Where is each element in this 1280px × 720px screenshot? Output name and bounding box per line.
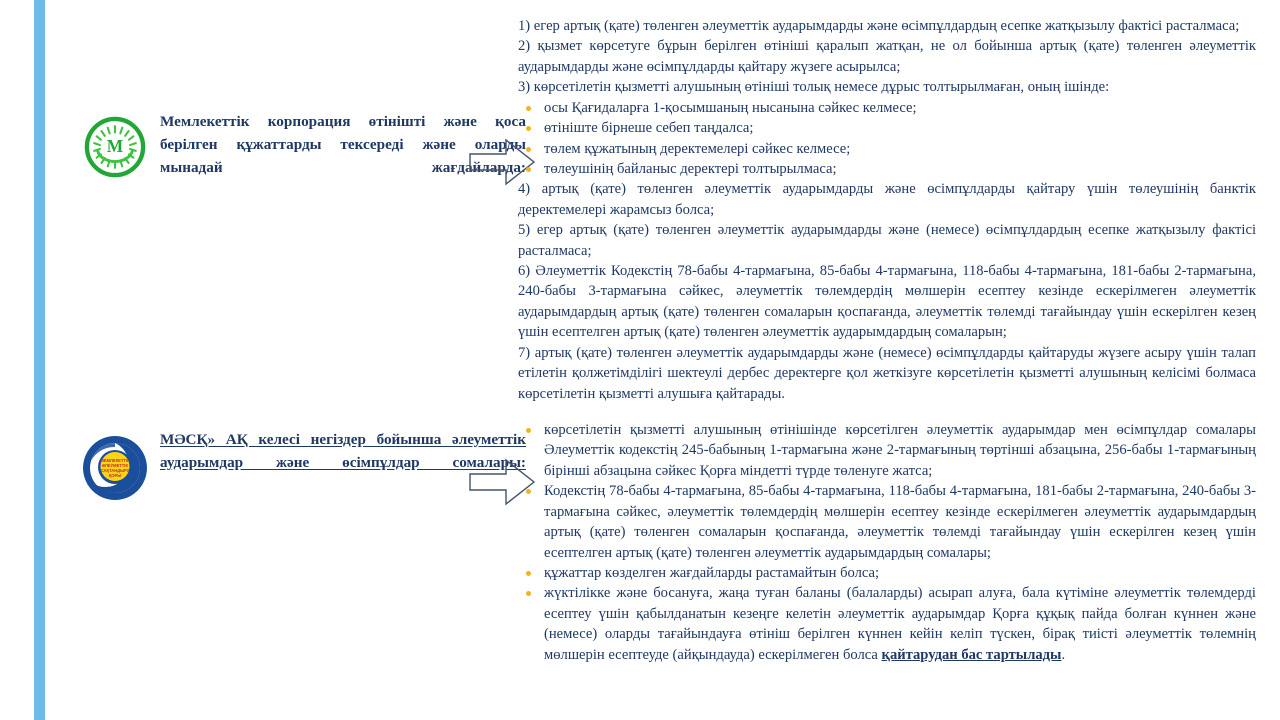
list-item-text-after: .: [1061, 646, 1066, 663]
list-item: осы Қағидаларға 1-қосымшаның нысанына сәйкес келмесе;: [518, 98, 1256, 118]
list-item-text-before: жүктілікке және босануға, жаңа туған баланы (балаларды) асырап алуға, бала күтіміне әлеуметтік төлемдерді есептеу үшін қабылданатын кезеңге келетін әлеуметтік аударымдар Қорға құқық пайда болған күннен және (немесе) оларды тағайындауға өтініш берілген күннен кейін келіп түскен, бірақ тиісті әлеуметтік төлемнің мөлшерін есептеуде (айқындауда) ескерілмеген болса: [544, 585, 1256, 663]
paragraph-item-1: 1) егер артық (қате) төленген әлеуметтік аударымдарды және өсімпұлдардың есепке жатқызылу фактісі расталмаса;: [518, 18, 1240, 34]
gfss-logo-wrap: [70, 428, 160, 524]
paragraph-item-4: 4) артық (қате) төленген әлеуметтік аударымдарды және өсімпұлдарды қайтару үшін төлеушінің банктік деректемелері жарамсыз болса;: [518, 181, 1256, 218]
svg-text:M: M: [106, 135, 124, 156]
paragraph-item-3: 3) көрсетілетін қызметті алушының өтініші толық немесе дұрыс толтырылмаған, оның ішінде:: [518, 79, 1110, 96]
list-item: Кодекстің 78-бабы 4-тармағына, 85-бабы 4-тармағына, 118-бабы 4-тармағына, 181-бабы 2-тармағына, 240-бабы 3-тармағына сәйкес, әлеуметтік төлемдердің мөлшерін есептеу кезінде ескерілмеген әлеуметтік аударымдардың артық (қате) төленген сомаларын қоспағанда, әлеуметтік төлемді тағайындау үшін ескерілген кезең үшін есептелген артық (қате) төленген әлеуметтік аударымдардың сомалары;: [518, 481, 1256, 563]
gfss-state-social-insurance-fund-logo: [81, 434, 149, 502]
list-item: өтініште бірнеше себеп таңдалса;: [518, 118, 1256, 138]
svg-text:САҚТАНДЫРУ: САҚТАНДЫРУ: [100, 468, 130, 473]
list-item: көрсетілетін қызметті алушының өтінішінде көрсетілген әлеуметтік аударымдар мен өсімпұлдар сомалары Әлеуметтік кодекстің 245-бабының 1-тармағына және 2-тармағының төртінші абзацына, 256-бабы 1-тармағының бірінші абзацына сәйкес Қорға міндетті түрде төленуге жатса;: [518, 420, 1256, 481]
left-column: [70, 0, 530, 720]
svg-text:МЕМЛЕКЕТТІК: МЕМЛЕКЕТТІК: [100, 458, 130, 463]
sub-bullet-list-item-3: [518, 98, 1256, 180]
paragraph-item-6: 6) Әлеуметтік Кодекстің 78-бабы 4-тармағына, 85-бабы 4-тармағына, 118-бабы 4-тармағына, 181-бабы 2-тармағына, 240-бабы 3-тармағына сәйкес, әлеуметтік төлемдердің мөлшерін есептеу кезінде ескерілмеген әлеуметтік аударымдардың артық (қате) төленген сомаларын қоспағанда, әлеуметтік төлемді тағайындау үшін ескерілген кезең үшін есептелген артық (қате) төленген әлеуметтік аударымдардың сомаларын;: [518, 263, 1256, 341]
grounds-bullet-list: [518, 420, 1256, 665]
list-item: төлеушінің байланыс деректері толтырылмаса;: [518, 159, 1256, 179]
heading-state-corporation: Мемлекеттік корпорация өтінішті және қоса берілген құжаттарды тексереді және оларды мынадай жағдайларда:: [160, 113, 526, 177]
left-accent-bar: [34, 0, 45, 720]
group-spacer: [518, 404, 1256, 420]
list-item-with-emphasis: [518, 583, 1256, 665]
svg-text:ҚОРЫ: ҚОРЫ: [108, 473, 122, 478]
right-text-column: [518, 16, 1256, 665]
list-item: төлем құжатының деректемелері сәйкес келмесе;: [518, 139, 1256, 159]
list-item: құжаттар көзделген жағдайларды растамайтын болса;: [518, 563, 1256, 583]
right-group-two: [518, 420, 1256, 665]
egov-logo-wrap: [70, 110, 160, 206]
egov-state-corporation-logo: [84, 116, 146, 178]
left-block-state-corporation: [70, 110, 530, 206]
svg-text:ӘЛЕУМЕТТІК: ӘЛЕУМЕТТІК: [102, 463, 128, 468]
paragraph-item-7: 7) артық (қате) төленген әлеуметтік аударымдарды және (немесе) өсімпұлдарды қайтаруды жүзеге асыру үшін талап етілетін қолжетімділігі шектеулі дербес деректерге қол жеткізуге көрсетілетін қызметті алушының келісімі болмаса көрсетілетін қызметті алушыға қайтарады.: [518, 344, 1256, 402]
right-group-one: [518, 16, 1256, 404]
heading-gfss: МӘСҚ» АҚ келесі негіздер бойынша әлеуметтік аударымдар және өсімпұлдар сомалары:: [160, 431, 526, 472]
paragraph-item-5: 5) егер артық (қате) төленген әлеуметтік аударымдарды және (немесе) өсімпұлдардың есепке жатқызылу фактісі расталмаса;: [518, 222, 1256, 259]
left-block-gfss: [70, 428, 530, 524]
refusal-emphasis-text: қайтарудан бас тартылады: [881, 646, 1062, 663]
paragraph-item-2: 2) қызмет көрсетуге бұрын берілген өтініші қаралып жатқан, не ол бойынша артық (қате) төленген әлеуметтік аударымдарды және өсімпұлдарды қайтару жүзеге асырылса;: [518, 38, 1256, 75]
